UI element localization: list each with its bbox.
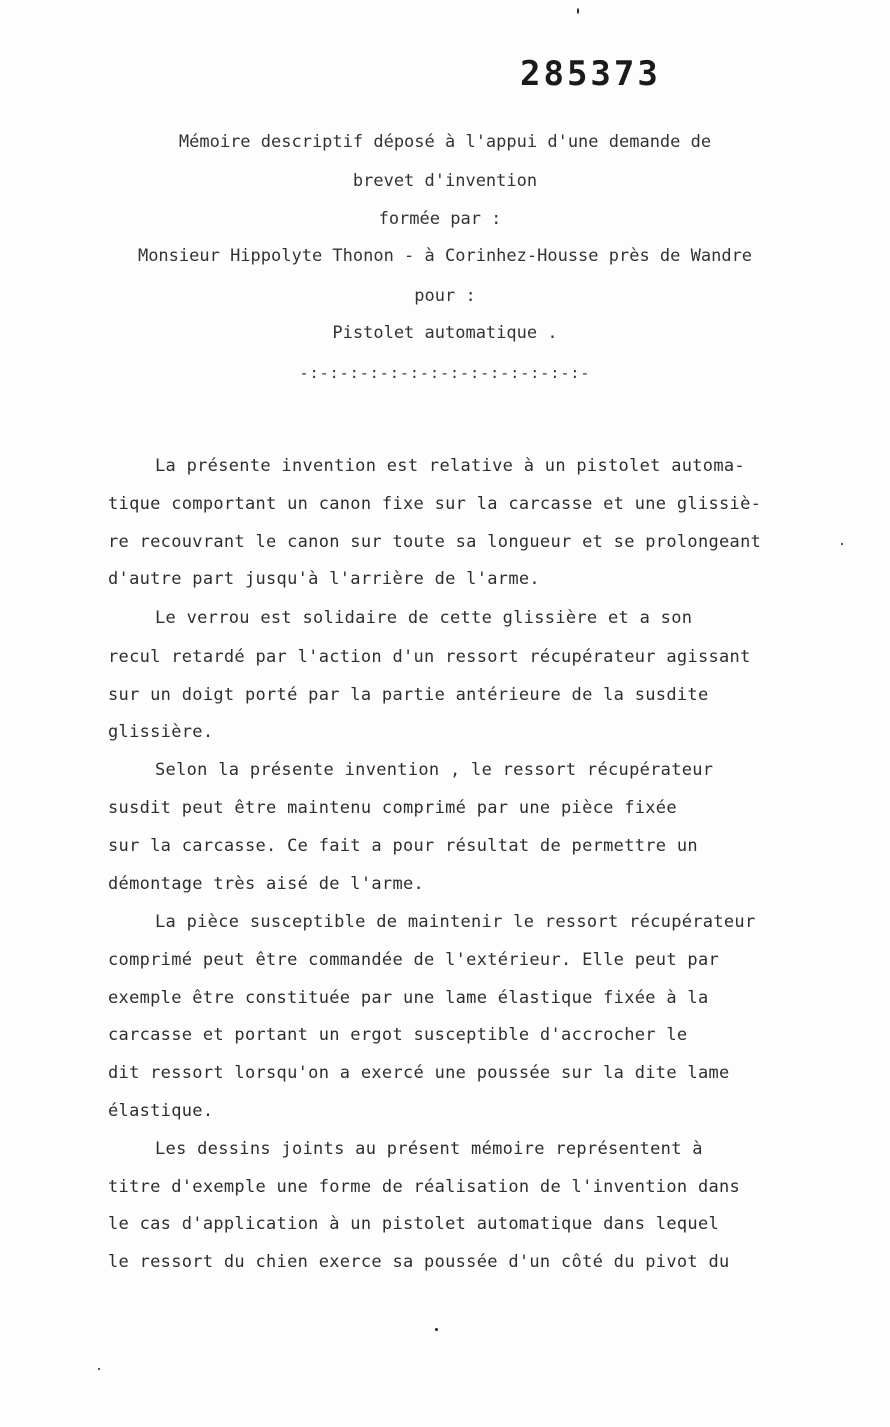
body-line: Le verrou est solidaire de cette glissière et a son [155, 608, 693, 628]
body-line: recul retardé par l'action d'un ressort récupérateur agissant [108, 647, 751, 667]
body-line: démontage très aisé de l'arme. [108, 874, 425, 894]
header-subject: Pistolet automatique . [332, 323, 558, 343]
body-line: élastique. [108, 1101, 214, 1121]
body-line: titre d'exemple une forme de réalisation de l'invention dans [108, 1177, 741, 1197]
body-line: carcasse et portant un ergot susceptible d'accrocher le [108, 1025, 688, 1045]
patent-number: 285373 [520, 54, 661, 94]
body-line: Les dessins joints au présent mémoire représentent à [155, 1139, 703, 1159]
header-title-line1: Mémoire descriptif déposé à l'appui d'une demande de [178, 132, 712, 152]
body-line: re recouvrant le canon sur toute sa longueur et se prolongeant [108, 532, 762, 552]
body-line: comprimé peut être commandée de l'extérieur. Elle peut par [108, 950, 720, 970]
body-line: exemple être constituée par une lame élastique fixée à la [108, 988, 709, 1008]
body-line: susdit peut être maintenu comprimé par une pièce fixée [108, 798, 677, 818]
header-separator: -:-:-:-:-:-:-:-:-:-:-:-:-:-:- [299, 364, 591, 382]
body-line: d'autre part jusqu'à l'arrière de l'arme. [108, 569, 540, 589]
header-applicant: Monsieur Hippolyte Thonon - à Corinhez-Housse près de Wandre [137, 246, 753, 266]
body-line: glissière. [108, 722, 214, 742]
body-line: Selon la présente invention , le ressort récupérateur [155, 760, 714, 780]
scan-speck [98, 1368, 100, 1370]
scan-speck [841, 543, 843, 545]
header-title-line2: brevet d'invention [352, 171, 538, 191]
body-line: le ressort du chien exerce sa poussée d'un côté du pivot du [108, 1252, 730, 1272]
body-line: tique comportant un canon fixe sur la carcasse et une glissiè- [108, 494, 762, 514]
body-line: La pièce susceptible de maintenir le ressort récupérateur [155, 912, 756, 932]
body-line: dit ressort lorsqu'on a exercé une poussée sur la dite lame [108, 1063, 730, 1083]
header-formed-by: formée par : [378, 209, 502, 229]
body-line: sur la carcasse. Ce fait a pour résultat de permettre un [108, 836, 698, 856]
body-line: sur un doigt porté par la partie antérieure de la susdite [108, 685, 709, 705]
scan-speck [435, 1328, 438, 1331]
body-line: le cas d'application à un pistolet automatique dans lequel [108, 1214, 720, 1234]
body-line: La présente invention est relative à un pistolet automa- [155, 456, 745, 476]
header-for: pour : [414, 286, 476, 306]
scan-speck [577, 8, 579, 14]
